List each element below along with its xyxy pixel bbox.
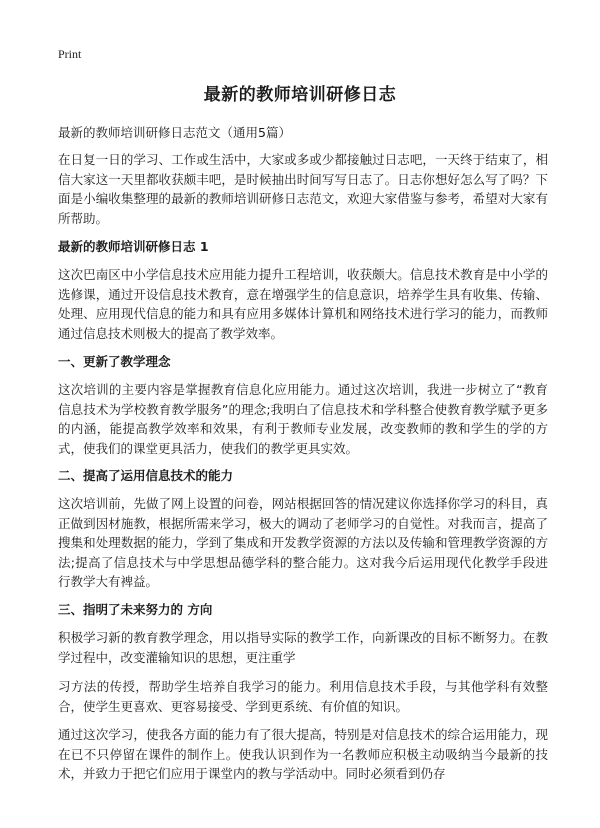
paragraph-future-direction-2: 习方法的传授，帮助学生培养自我学习的能力。利用信息技术手段，与其他学科有效整合，使学生更喜欢、更容易接受、学到更系统、有价值的知识。 — [58, 679, 548, 714]
heading-update-concept: 一、更新了教学理念 — [58, 354, 171, 369]
intro-paragraph: 在日复一日的学习、工作或生活中，大家或多或少都接触过日志吧，一天终于结束了，相信大家这一天里都收获颇丰吧，是时候抽出时间写写日志了。日志你想好怎么写了吗？下面是小编收集整理的最新的教师培训研修日志范文，欢迎大家借鉴与参考，希望对大家有所帮助。 — [58, 152, 548, 226]
paragraph-improve-ability: 这次培训前，先做了网上设置的问卷，网站根据回答的情况建议你选择你学习的科目，真正做到因材施教，根据所需来学习，极大的调动了老师学习的自觉性。对我而言，提高了搜集和处理数据的能力，学到了集成和开发教学资源的方法以及传输和管理教学资源的方法;提高了信息技术与中学思想品德学科的整合能力。这对我今后运用现代化教学手段进行教学大有裨益。 — [58, 496, 548, 589]
document-subtitle: 最新的教师培训研修日志范文（通用5篇） — [58, 125, 291, 140]
paragraph-future-direction-3: 通过这次学习，使我各方面的能力有了很大提高，特别是对信息技术的综合运用能力，现在已不只停留在课件的制作上。使我认识到作为一名教师应积极主动吸纳当今最新的技术，并致力于把它们应用于课堂内的教与学活动中。同时必须看到仍存 — [58, 727, 548, 781]
section-1-paragraph: 这次巴南区中小学信息技术应用能力提升工程培训，收获颇大。信息技术教育是中小学的选修课，通过开设信息技术教育，意在增强学生的信息意识，培养学生具有收集、传输、处理、应用现代信息的能力和具有应用多媒体计算机和网络技术进行学习的能力，而教师通过信息技术则极大的提高了教学效率。 — [58, 267, 548, 341]
heading-future-direction: 三、指明了未来努力的 方向 — [58, 602, 213, 617]
section-1-heading: 最新的教师培训研修日志 1 — [58, 239, 209, 254]
paragraph-future-direction-1: 积极学习新的教育教学理念，用以指导实际的教学工作，向新课改的目标不断努力。在教学过程中，改变灌输知识的思想，更注重学 — [58, 630, 548, 665]
paragraph-update-concept: 这次培训的主要内容是掌握教育信息化应用能力。通过这次培训，我进一步树立了“教育信息技术为学校教育教学服务”的理念;我明白了信息技术和学科整合使教育教学赋予更多的内涵，能提高教学效率和效果，有利于教师专业发展，改变教师的教和学生的学的方式，使我们的课堂更具活力，使我们的教学更具实效。 — [58, 382, 548, 456]
print-link[interactable]: Print — [58, 47, 82, 61]
heading-improve-ability: 二、提高了运用信息技术的能力 — [58, 468, 234, 483]
page-title: 最新的教师培训研修日志 — [203, 85, 397, 105]
